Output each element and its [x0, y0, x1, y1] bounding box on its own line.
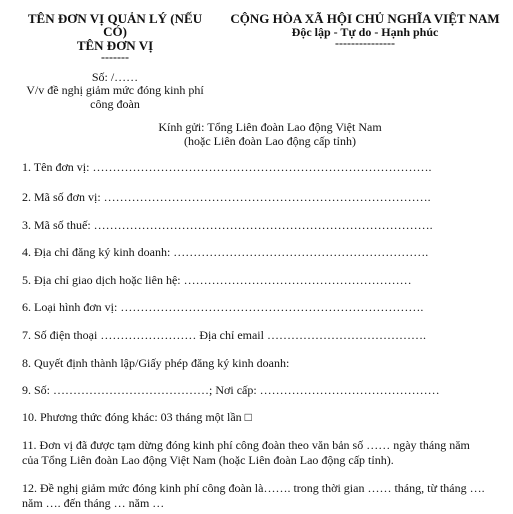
- right-separator: ---------------: [335, 36, 395, 50]
- document-number: Số: /……: [91, 70, 139, 84]
- recipient: Kính gửi: Tổng Liên đoàn Lao động Việt Nam: [158, 120, 382, 134]
- item-11-line2: của Tổng Liên đoàn Lao động Việt Nam (hoặc Liên đoàn Lao động cấp tỉnh).: [22, 453, 394, 467]
- field-unit-code: 2. Mã số đơn vị: ……………………………………………………………………….: [22, 190, 431, 204]
- field-unit-type: 6. Loại hình đơn vị: ………………………………………………………………….: [22, 300, 424, 314]
- national-title: CỘNG HÒA XÃ HỘI CHỦ NGHĨA VIỆT NAM: [230, 11, 500, 26]
- item-12-line1: 12. Đề nghị giảm mức đóng kinh phí công đoàn là……. trong thời gian …… tháng, từ tháng ….: [22, 481, 485, 495]
- item-11-line1: 11. Đơn vị đã được tạm dừng đóng kinh phí công đoàn theo văn bản số …… ngày tháng năm: [22, 438, 470, 452]
- field-unit-name: 1. Tên đơn vị: ………………………………………………………………………….: [22, 160, 432, 174]
- field-phone-email: 7. Số điện thoại …………………… Địa chỉ email ………………………………….: [22, 328, 426, 342]
- recipient-alt: (hoặc Liên đoàn Lao động cấp tỉnh): [184, 134, 356, 148]
- field-payment-method: 10. Phương thức đóng khác: 03 tháng một lần □: [22, 410, 252, 424]
- subject-line: V/v đề nghị giảm mức đóng kinh phí: [26, 83, 204, 97]
- field-number-issuer: 9. Số: …………………………………; Nơi cấp: ………………………………………: [22, 383, 440, 397]
- left-separator: -------: [101, 50, 129, 64]
- subject-line-cont: công đoàn: [90, 97, 140, 111]
- managing-unit-name: TÊN ĐƠN VỊ QUẢN LÝ (NẾU: [27, 11, 203, 26]
- field-establishment-decision: 8. Quyết định thành lập/Giấy phép đăng ký kinh doanh:: [22, 356, 290, 370]
- field-contact-address: 5. Địa chỉ giao dịch hoặc liên hệ: …………………………………………………: [22, 273, 412, 287]
- item-12-line2: năm …. đến tháng … năm …: [22, 496, 165, 510]
- field-business-address: 4. Địa chỉ đăng ký kinh doanh: ……………………………………………………….: [22, 245, 429, 259]
- unit-name: TÊN ĐƠN VỊ: [76, 38, 154, 53]
- field-tax-code: 3. Mã số thuế: ………………………………………………………………………….: [22, 218, 433, 232]
- managing-unit-name-cont: CÓ): [103, 24, 127, 39]
- national-motto: Độc lập - Tự do - Hạnh phúc: [291, 25, 439, 39]
